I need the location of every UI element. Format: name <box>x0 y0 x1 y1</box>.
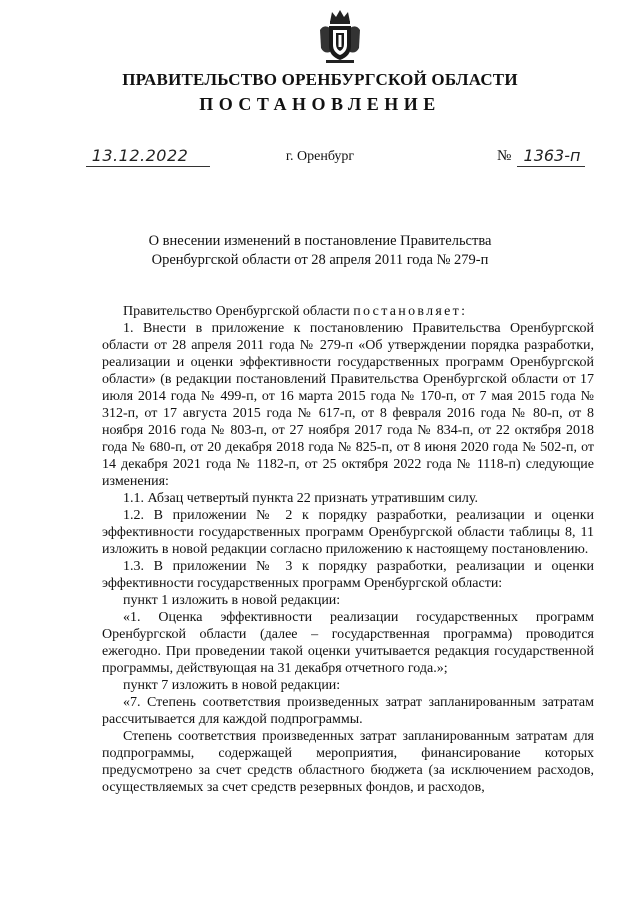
body-paragraph: пункт 7 изложить в новой редакции: <box>123 678 341 693</box>
body-paragraph: 1.2. В приложении № 2 к порядку разработки, реализации и оценки эффективности государственных программ Оренбургской области таблицы 8, 11 изложить в новой редакции согласно приложению к настоящему постановлению. <box>102 508 594 557</box>
document-type-title: ПОСТАНОВЛЕНИЕ <box>199 94 441 114</box>
body-paragraph: пункт 1 изложить в новой редакции: <box>123 593 341 608</box>
subject-line: Оренбургской области от 28 апреля 2011 года № 279-п <box>151 252 489 268</box>
document-city: г. Оренбург <box>285 149 355 164</box>
body-text: Правительство Оренбургской области <box>123 304 354 319</box>
organization-title: ПРАВИТЕЛЬСТВО ОРЕНБУРГСКОЙ ОБЛАСТИ <box>122 70 518 89</box>
body-paragraph <box>102 303 594 320</box>
document-subject <box>0 232 640 270</box>
document-body <box>102 303 594 796</box>
date-underline <box>86 166 210 167</box>
body-paragraph: 1.3. В приложении № 3 к порядку разработки, реализации и оценки эффективности государственных программ Оренбургской области: <box>102 559 594 591</box>
document-date: 13.12.2022 <box>91 146 189 165</box>
body-paragraph: «1. Оценка эффективности реализации государственных программ Оренбургской области (далее – государственная программа) проводится ежегодно. При проведении такой оценки учитывается редакция государственной программы, действующая на 31 декабря отчетного года.»; <box>102 610 594 676</box>
body-paragraph: Степень соответствия произведенных затрат запланированным затратам для подпрограммы, содержащей мероприятия, финансирование которых предусмотрено за счет средств областного бюджета (за исключением расходов, осуществляемых за счет средств резервных фондов, и расходов, <box>102 729 594 795</box>
subject-line: О внесении изменений в постановление Правительства <box>148 233 492 249</box>
body-paragraph: «7. Степень соответствия произведенных затрат запланированным затратам рассчитывается для каждой подпрограммы. <box>102 695 594 727</box>
decree-verb: постановляет: <box>353 304 468 319</box>
body-paragraph: 1. Внести в приложение к постановлению Правительства Оренбургской области от 28 апреля 2011 года № 279-п «Об утверждении порядка разработки, реализации и оценки эффективности государственных программ Оренбургской области» (в редакции постановлений Правительства Оренбургской области от 17 июля 2014 года № 499-п, от 16 марта 2015 года № 170-п, от 7 мая 2015 года № 312-п, от 17 августа 2015 года № 617-п, от 8 февраля 2016 года № 80-п, от 8 ноября 2016 года № 803-п, от 27 ноября 2017 года № 834-п, от 22 октября 2018 года № 680-п, от 20 декабря 2018 года № 825-п, от 8 июня 2020 года № 502-п, от 14 декабря 2021 года № 1182-п, от 25 октября 2022 года № 1118-п) следующие изменения: <box>102 321 594 489</box>
document-number: 1363-п <box>523 146 581 165</box>
coat-of-arms-icon <box>318 8 362 64</box>
body-paragraph: 1.1. Абзац четвертый пункта 22 признать утратившим силу. <box>123 491 478 506</box>
number-underline <box>517 166 585 167</box>
document-number-label: № <box>497 148 512 164</box>
document-meta-row <box>0 146 640 170</box>
